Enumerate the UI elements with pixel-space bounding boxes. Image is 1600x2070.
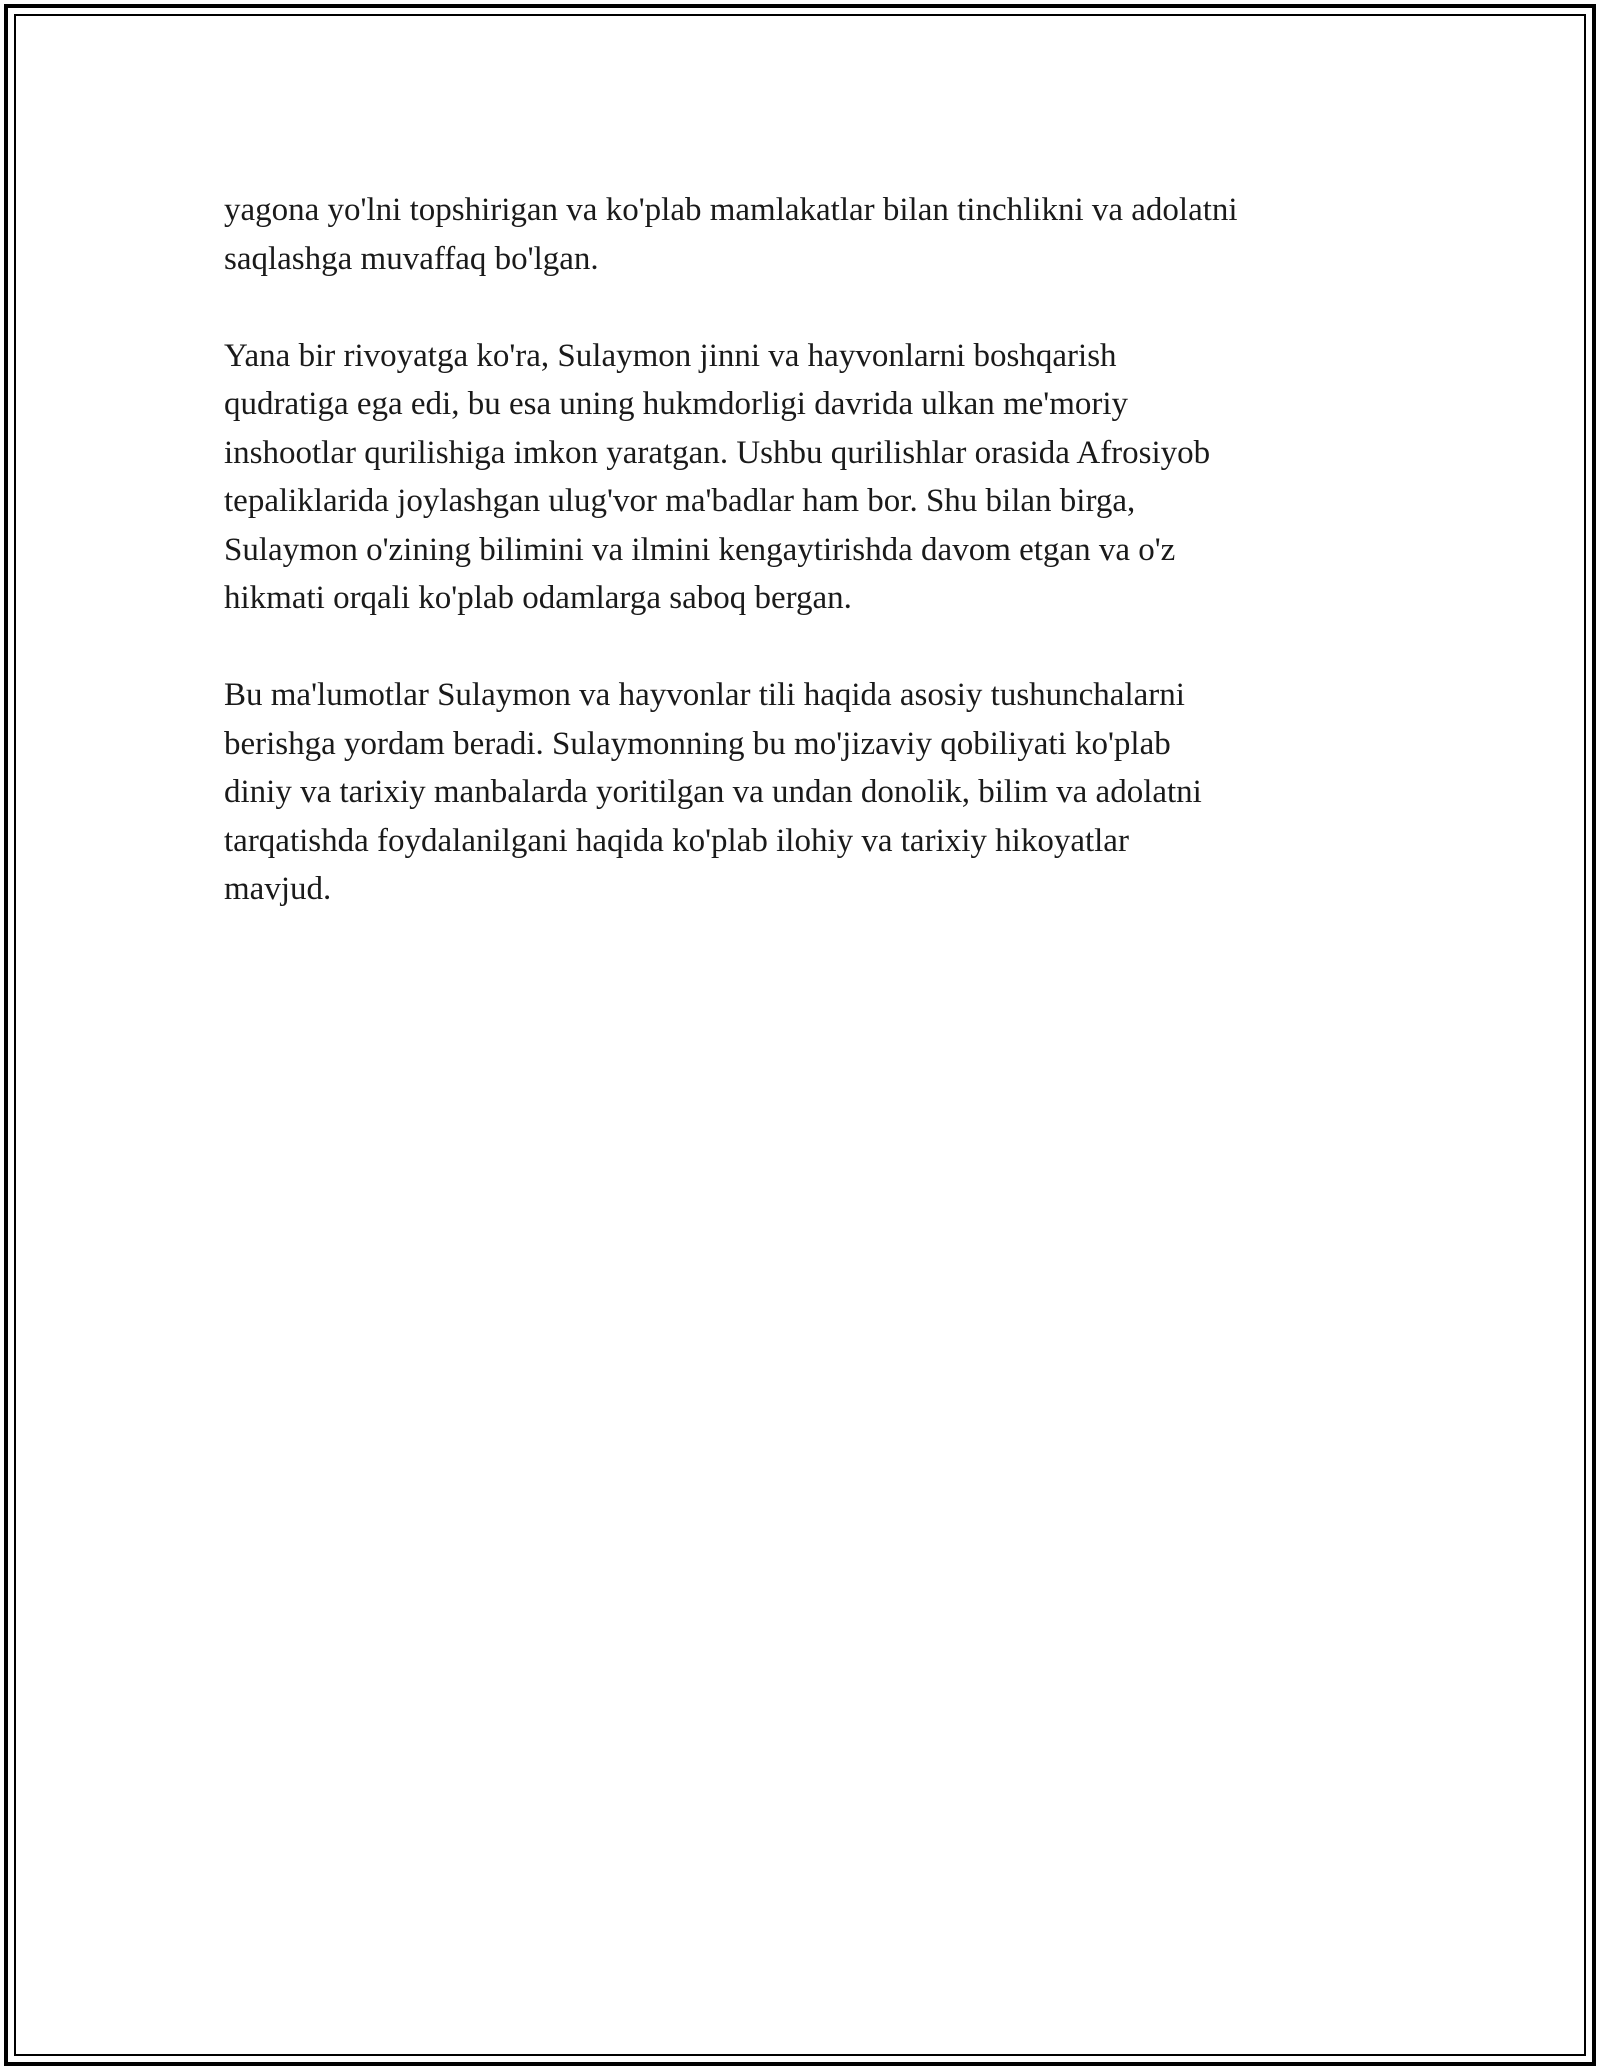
document-body [224, 186, 1404, 962]
paragraph-1: yagona yo'lni topshirigan va ko'plab mamlakatlar bilan tinchlikni va adolatni saqlashga muvaffaq bo'lgan. [224, 192, 1238, 277]
paragraph-2: Yana bir rivoyatga ko'ra, Sulaymon jinni va hayvonlarni boshqarish qudratiga ega edi, bu esa uning hukmdorligi davrida ulkan me'moriy inshootlar qurilishiga imkon yaratgan. Ushbu qurilishlar orasida Afrosiyob tepaliklarida joylashgan ulug'vor ma'badlar ham bor. Shu bilan birga, Sulaymon o'zining bilimini va ilmini kengaytirishda davom etgan va o'z hikmati orqali ko'plab odamlarga saboq bergan. [224, 337, 1211, 616]
paragraph-3: Bu ma'lumotlar Sulaymon va hayvonlar tili haqida asosiy tushunchalarni berishga yordam beradi. Sulaymonning bu mo'jizaviy qobiliyati ko'plab diniy va tarixiy manbalarda yoritilgan va undan donolik, bilim va adolatni tarqatishda foydalanilgani haqida ko'plab ilohiy va tarixiy hikoyatlar mavjud. [224, 677, 1202, 907]
